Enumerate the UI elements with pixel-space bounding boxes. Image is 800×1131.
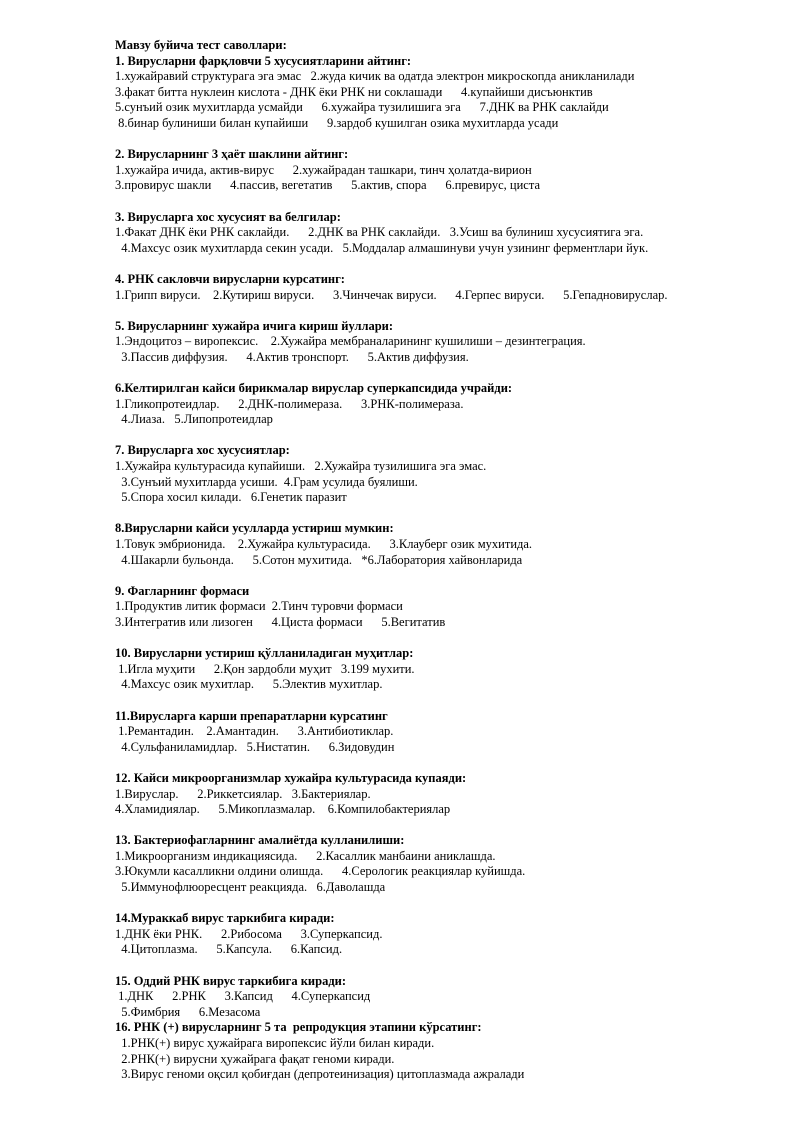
answer-options-line: 3.провирус шакли 4.пассив, вегетатив 5.актив, спора 6.превирус, циста <box>115 178 541 193</box>
answer-options-line: 1.Продуктив литик формаси 2.Тинч туровчи формаси <box>115 599 403 614</box>
answer-options-line: 4.Хламидиялар. 5.Микоплазмалар. 6.Компилобактериялар <box>115 802 451 817</box>
question-title: 3. Вирусларга хос хусусият ва белгилар: <box>115 209 341 224</box>
question-title: 14.Мураккаб вирус таркибига киради: <box>115 911 335 926</box>
question-title: 8.Вирусларни кайси усулларда устириш мумкин: <box>115 521 394 536</box>
question-block <box>115 210 785 257</box>
answer-options-line: 4.Лиаза. 5.Липопротеидлар <box>115 412 273 427</box>
question-title: 1. Вирусларни фарқловчи 5 хусусиятларини айтинг: <box>115 53 412 68</box>
answer-options-line: 1.Эндоцитоз – виропексис. 2.Хужайра мембраналарининг кушилиши – дезинтеграция. <box>115 334 586 349</box>
answer-options-line: 4.Махсус озик мухитларда секин усади. 5.Моддалар алмашинуви учун узининг ферментлари йук. <box>115 240 649 255</box>
question-block <box>115 646 785 693</box>
document-title: Мавзу буйича тест саволлари: <box>115 38 287 52</box>
question-block <box>115 1020 785 1082</box>
answer-options-line: 1.Факат ДНК ёки РНК саклайди. 2.ДНК ва РНК саклайди. 3.Усиш ва булиниш хусусиятига эга. <box>115 225 644 240</box>
question-block <box>115 911 785 958</box>
answer-options-line: 3.Пассив диффузия. 4.Актив тронспорт. 5.Актив диффузия. <box>115 349 469 364</box>
question-block <box>115 443 785 505</box>
question-title: 11.Вирусларга карши препаратларни курсатинг <box>115 708 388 723</box>
answer-options-line: 2.РНК(+) вирусни ҳужайрага фақат геноми киради. <box>115 1051 395 1066</box>
question-title: 13. Бактериофагларнинг амалиётда кулланилиши: <box>115 833 405 848</box>
question-block <box>115 833 785 895</box>
question-block <box>115 709 785 756</box>
question-block <box>115 771 785 818</box>
answer-options-line: 1.Игла муҳити 2.Қон зардобли муҳит 3.199 мухити. <box>115 661 415 676</box>
answer-options-line: 1.Вируслар. 2.Риккетсиялар. 3.Бактериялар. <box>115 786 371 801</box>
answer-options-line: 1.ДНК 2.РНК 3.Капсид 4.Суперкапсид <box>115 989 371 1004</box>
question-title: 6.Келтирилган кайси бирикмалар вируслар суперкапсидида учрайди: <box>115 381 513 396</box>
answer-options-line: 4.Махсус озик мухитлар. 5.Электив мухитлар. <box>115 677 383 692</box>
question-block <box>115 147 785 194</box>
question-title: 16. РНК (+) вирусларнинг 5 та репродукция этапини кўрсатинг: <box>115 1020 482 1035</box>
answer-options-line: 3.Интегратив или лизоген 4.Циста формаси 5.Вегитатив <box>115 614 446 629</box>
question-list <box>115 54 785 1083</box>
document-page <box>115 38 785 1083</box>
question-title: 2. Вирусларнинг 3 ҳаёт шаклини айтинг: <box>115 147 349 162</box>
answer-options-line: 8.бинар булиниши билан купайиши 9.зардоб кушилган озика мухитларда усади <box>115 115 559 130</box>
question-title: 9. Фагларнинг формаси <box>115 583 250 598</box>
question-block <box>115 272 785 303</box>
answer-options-line: 1.Микроорганизм индикациясида. 2.Касаллик манбаини аниклашда. <box>115 848 496 863</box>
answer-options-line: 1.Ремантадин. 2.Амантадин. 3.Антибиотиклар. <box>115 724 394 739</box>
question-title: 4. РНК сакловчи вирусларни курсатинг: <box>115 271 345 286</box>
answer-options-line: 5.Спора хосил килади. 6.Генетик паразит <box>115 490 347 505</box>
question-block <box>115 381 785 428</box>
question-block <box>115 584 785 631</box>
answer-options-line: 1.ДНК ёки РНК. 2.Рибосома 3.Суперкапсид. <box>115 926 383 941</box>
answer-options-line: 5.Иммунофлюоресцент реакцияда. 6.Даволашда <box>115 880 386 895</box>
answer-options-line: 4.Шакарли бульонда. 5.Сотон мухитида. *6.Лаборатория хайвонларида <box>115 552 523 567</box>
answer-options-line: 3.Юкумли касалликни олдини олишда. 4.Серологик реакциялар куйишда. <box>115 864 526 879</box>
answer-options-line: 1.Грипп вируси. 2.Кутириш вируси. 3.Чинчечак вируси. 4.Герпес вируси. 5.Гепадновируслар. <box>115 287 668 302</box>
answer-options-line: 3.Вирус геноми оқсил қобиғдан (депротеинизация) цитоплазмада ажралади <box>115 1067 525 1082</box>
answer-options-line: 1.Хужайра культурасида купайиши. 2.Хужайра тузилишига эга эмас. <box>115 459 487 474</box>
answer-options-line: 5.сунъий озик мухитларда усмайди 6.хужайра тузилишига эга 7.ДНК ва РНК саклайди <box>115 100 609 115</box>
question-title: 7. Вирусларга хос хусусиятлар: <box>115 443 290 458</box>
answer-options-line: 3.Сунъий мухитларда усиши. 4.Грам усулида буялиши. <box>115 474 418 489</box>
answer-options-line: 1.хужайравий структурага эга эмас 2.жуда кичик ва одатда электрон микроскопда аникланилади <box>115 69 635 84</box>
answer-options-line: 1.Товук эмбрионида. 2.Хужайра культурасида. 3.Клауберг озик мухитида. <box>115 537 533 551</box>
answer-options-line: 4.Цитоплазма. 5.Капсула. 6.Капсид. <box>115 942 343 957</box>
answer-options-line: 1.хужайра ичида, актив-вирус 2.хужайрадан ташкари, тинч ҳолатда-вирион <box>115 162 532 177</box>
answer-options-line: 4.Сульфаниламидлар. 5.Нистатин. 6.Зидовудин <box>115 739 395 754</box>
question-block <box>115 54 785 132</box>
answer-options-line: 5.Фимбрия 6.Мезасома <box>115 1004 261 1019</box>
question-title: 15. Оддий РНК вирус таркибига киради: <box>115 973 347 988</box>
question-title: 10. Вирусларни устириш қўлланиладиган муҳитлар: <box>115 646 414 661</box>
question-block <box>115 521 785 568</box>
answer-options-line: 1.Гликопротеидлар. 2.ДНК-полимераза. 3.РНК-полимераза. <box>115 396 464 411</box>
question-title: 5. Вирусларнинг хужайра ичига кириш йуллари: <box>115 318 394 333</box>
question-title: 12. Кайси микроорганизмлар хужайра культурасида купаяди: <box>115 770 467 785</box>
question-block <box>115 974 785 1021</box>
answer-options-line: 1.РНК(+) вирус ҳужайрага виропексис йўли билан киради. <box>115 1036 435 1050</box>
question-block <box>115 319 785 366</box>
answer-options-line: 3.факат битта нуклеин кислота - ДНК ёки РНК ни соклашади 4.купайиши дисъюнктив <box>115 84 593 99</box>
